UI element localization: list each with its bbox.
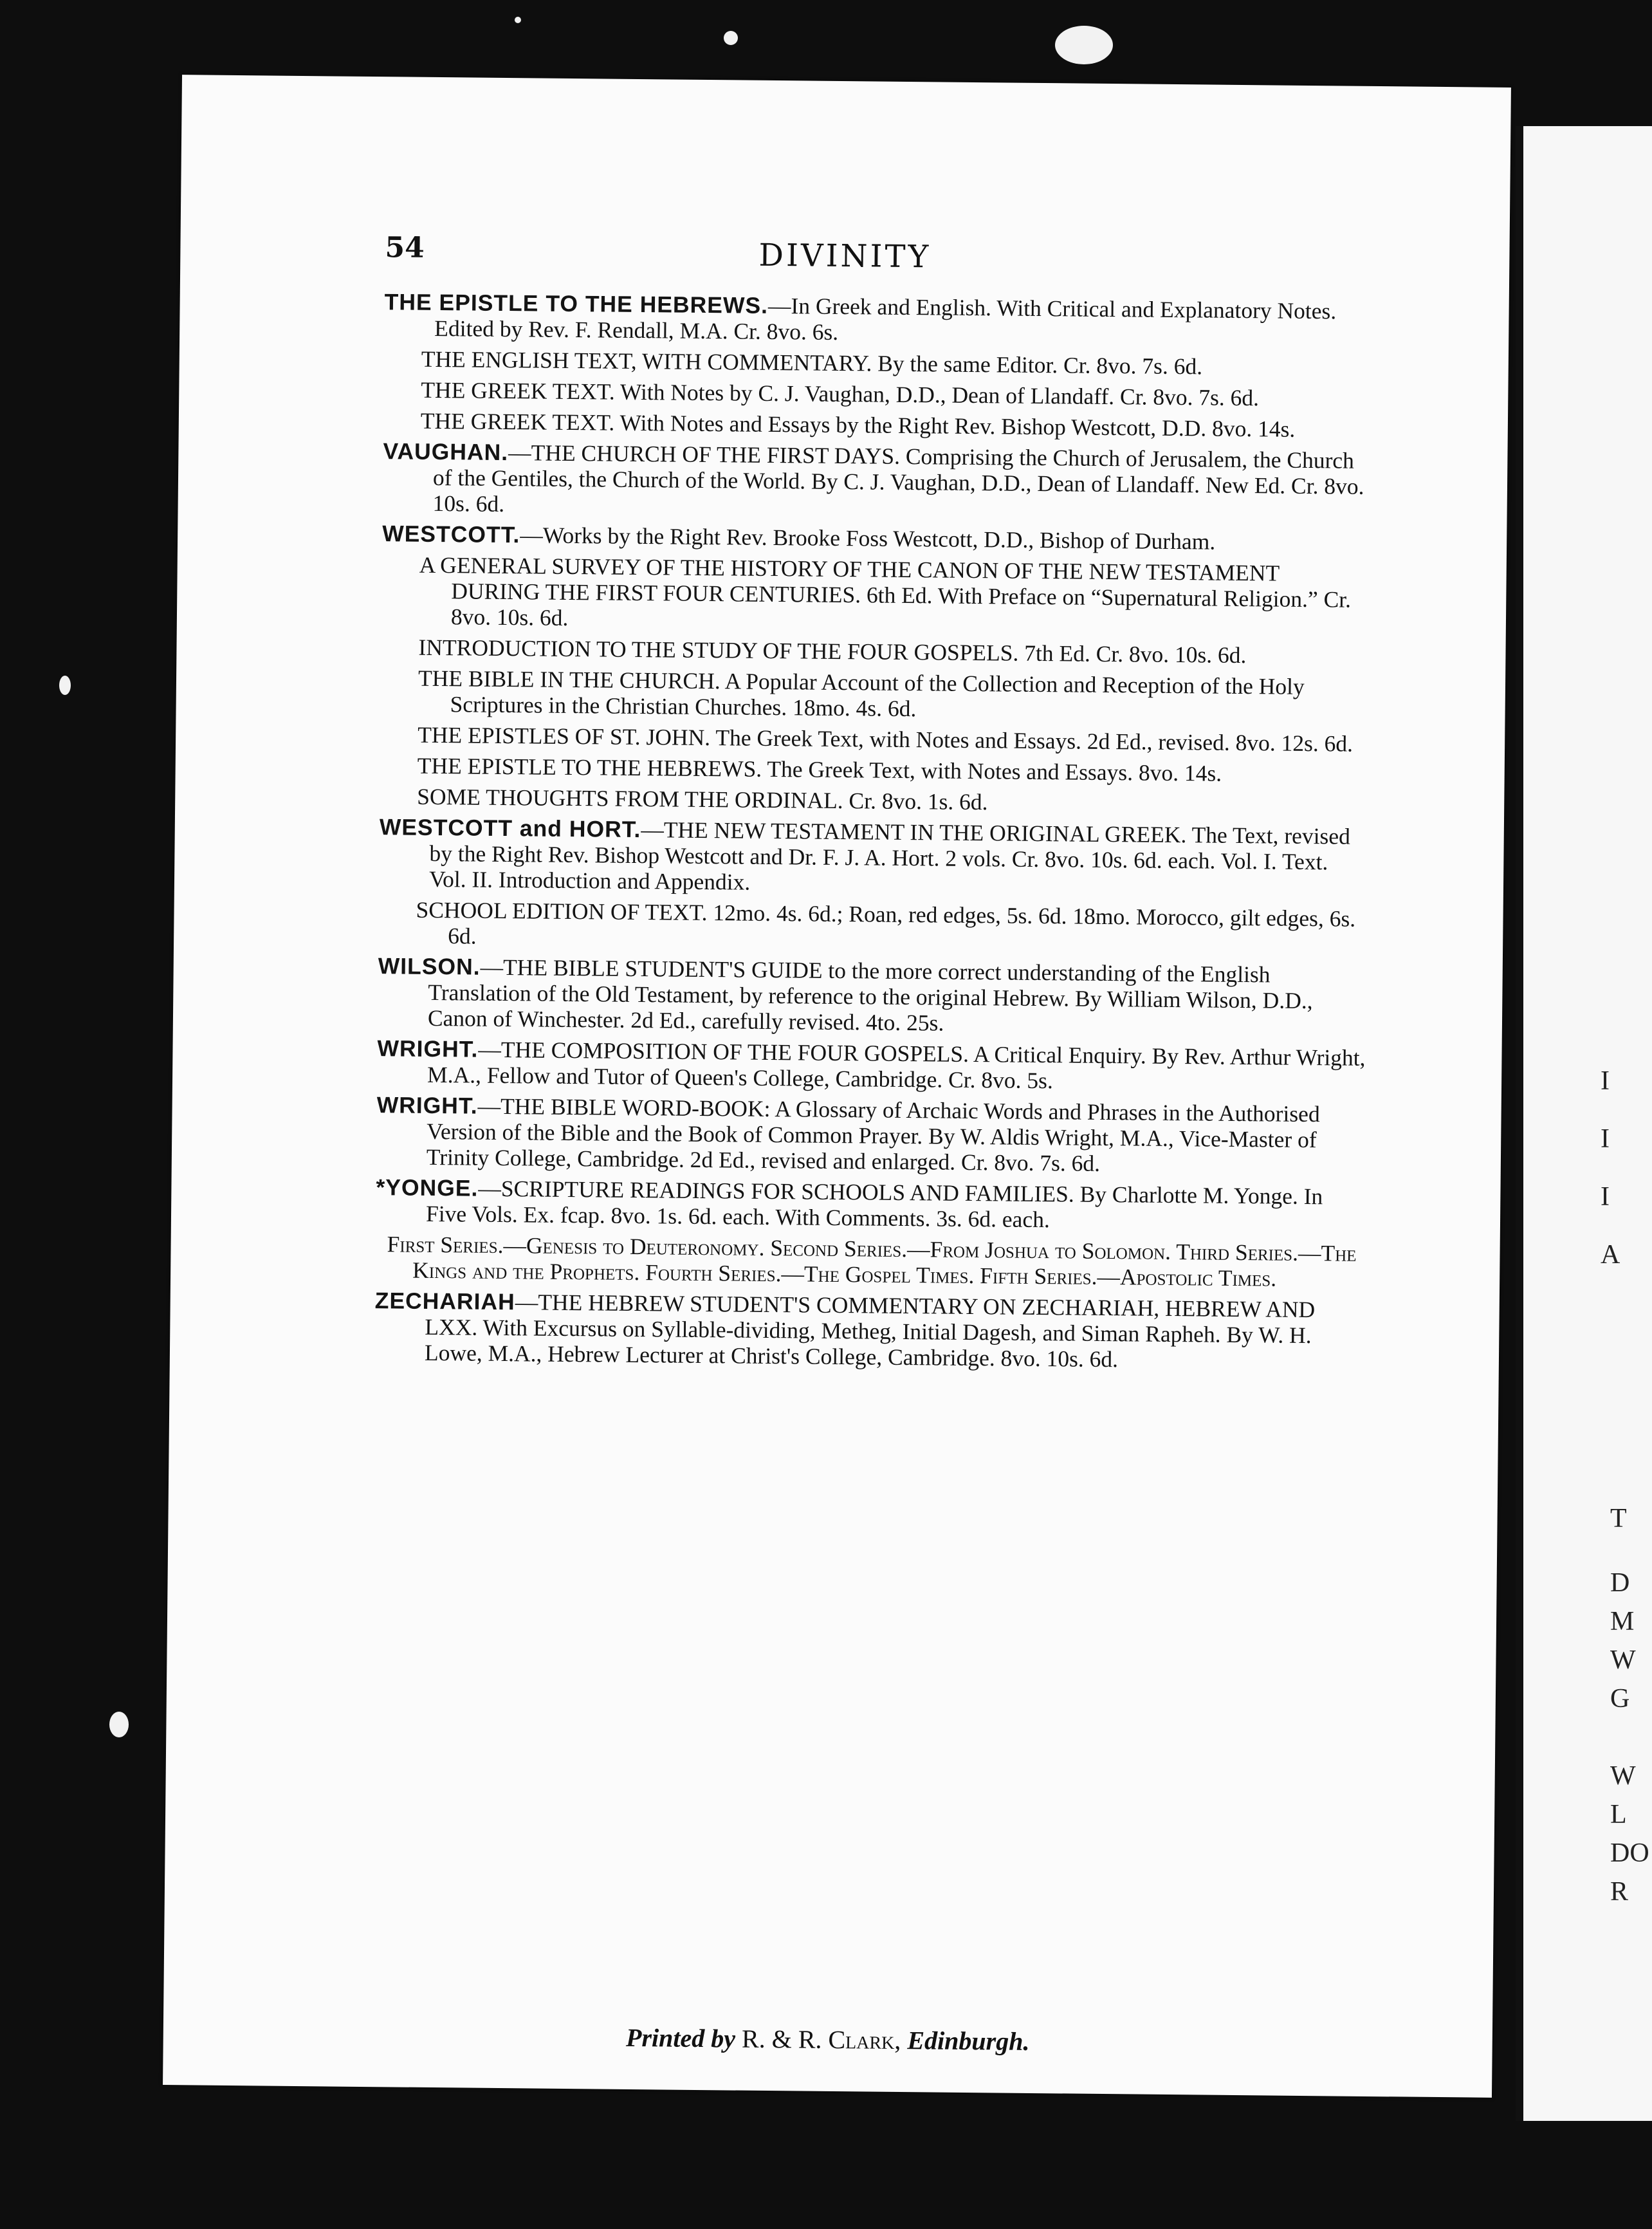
entry-text: —Works by the Right Rev. Brooke Foss Westcott, D.D., Bishop of Durham. — [520, 522, 1216, 555]
running-head: DIVINITY — [758, 237, 932, 275]
entry-text: —THE CHURCH OF THE FIRST DAYS. Comprising the Church of Jerusalem, the Church of the Gentiles, the Church of the World. By C. J. Vaughan, D.D., Dean of Llandaff. New Ed. Cr. 8vo. 10s. 6d. — [432, 439, 1364, 517]
catalogue-entry — [403, 346, 1375, 380]
catalogue-entry — [377, 1035, 1368, 1096]
entry-text: First Series.—Genesis to Deuteronomy. Second Series.—From Joshua to Solomon. Third Series.—The Kings and the Prophets. Fourth Series.—The Gospel Times. Fifth Series.—Apostolic Times. — [387, 1231, 1357, 1291]
catalogue-entry — [382, 438, 1373, 525]
entry-text: —SCRIPTURE READINGS FOR SCHOOLS AND FAMILIES. By Charlotte M. Yonge. In Five Vols. Ex. fcap. 8vo. 1s. 6d. each. With Comments. 3s. 6d. each. — [425, 1175, 1323, 1233]
entry-text: THE EPISTLES OF ST. JOHN. The Greek Text, with Notes and Essays. 2d Ed., revised. 8vo. 12s. 6d. — [418, 721, 1354, 757]
catalogue-entry — [398, 896, 1370, 957]
edge-letter: DO — [1610, 1838, 1649, 1868]
catalogue-entry — [399, 783, 1370, 818]
scan-dust — [724, 31, 738, 45]
entry-text: THE BIBLE IN THE CHURCH. A Popular Account of the Collection and Reception of the Holy Scriptures in the Christian Churches. 18mo. 4s. 6d. — [418, 665, 1305, 722]
scan-dust — [109, 1712, 129, 1737]
catalogue-entry — [384, 289, 1375, 350]
imprint-printed-by: Printed by — [625, 2022, 736, 2053]
entry-heading: THE EPISTLE TO THE HEBREWS. — [384, 289, 769, 319]
entry-heading: WRIGHT. — [376, 1092, 478, 1119]
entry-text: —THE BIBLE STUDENT'S GUIDE to the more correct understanding of the English Translation of the Old Testament, by reference to the original Hebrew. By William Wilson, D.D., Canon of Winchester. 2d Ed., carefully revised. 4to. 25s. — [427, 954, 1313, 1036]
edge-letter: I — [1601, 1182, 1610, 1212]
entry-text: —THE NEW TESTAMENT IN THE ORIGINAL GREEK. The Text, revised by the Right Rev. Bishop Westcott and Dr. F. J. A. Hort. 2 vols. Cr. 8vo. 10s. 6d. each. Vol. I. Text. Vol. II. Introduction and Appendix. — [428, 817, 1351, 895]
catalogue-entry — [374, 1288, 1366, 1374]
catalogue-entry — [401, 551, 1373, 638]
catalogue-entry — [376, 1092, 1368, 1179]
entry-text: —In Greek and English. With Critical and Explanatory Notes. Edited by Rev. F. Rendall, M.A. Cr. 8vo. 6s. — [434, 292, 1337, 345]
imprint-printer: R. & R. Clark, — [741, 2024, 901, 2055]
entry-heading: ZECHARIAH — [374, 1288, 516, 1315]
entry-heading: WRIGHT. — [377, 1035, 479, 1062]
edge-letter: A — [1601, 1240, 1620, 1270]
entry-text: SOME THOUGHTS FROM THE ORDINAL. Cr. 8vo. 1s. 6d. — [417, 783, 988, 815]
page-number: 54 — [385, 231, 425, 264]
scan-dust — [59, 676, 71, 695]
catalogue-entry — [399, 752, 1371, 787]
edge-letter: I — [1601, 1124, 1610, 1154]
adjacent-page-edge — [1516, 126, 1652, 2121]
book-page — [163, 75, 1511, 2098]
edge-letter: M — [1610, 1607, 1635, 1636]
entry-text: —THE HEBREW STUDENT'S COMMENTARY ON ZECHARIAH, HEBREW AND LXX. With Excursus on Syllable-dividing, Metheg, Initial Dagesh, and Siman Rapheh. By W. H. Lowe, M.A., Hebrew Lecturer at Christ's College, Cambridge. 8vo. 10s. 6d. — [424, 1289, 1316, 1373]
entry-text: —THE BIBLE WORD-BOOK: A Glossary of Archaic Words and Phrases in the Authorised Version of the Bible and the Book of Common Prayer. By W. Aldis Wright, M.A., Vice-Master of Trinity College, Cambridge. 2d Ed., revised and enlarged. Cr. 8vo. 7s. 6d. — [426, 1093, 1320, 1176]
catalogue-entry — [382, 521, 1373, 556]
edge-letter: G — [1610, 1684, 1630, 1714]
entry-heading: VAUGHAN. — [383, 438, 509, 466]
entry-text: THE ENGLISH TEXT, WITH COMMENTARY. By the same Editor. Cr. 8vo. 7s. 6d. — [421, 346, 1203, 380]
entry-text: INTRODUCTION TO THE STUDY OF THE FOUR GOSPELS. 7th Ed. Cr. 8vo. 10s. 6d. — [418, 634, 1247, 669]
edge-letter: I — [1601, 1066, 1610, 1096]
scan-dust — [1055, 26, 1113, 64]
edge-letter: W — [1610, 1645, 1636, 1675]
edge-letter: T — [1610, 1504, 1627, 1533]
entry-text: SCHOOL EDITION OF TEXT. 12mo. 4s. 6d.; Roan, red edges, 5s. 6d. 18mo. Morocco, gilt edges, 6s. 6d. — [416, 896, 1356, 949]
catalogue-entry — [403, 376, 1374, 411]
edge-letter: W — [1610, 1761, 1636, 1791]
edge-letter: R — [1610, 1877, 1629, 1907]
entry-text: A GENERAL SURVEY OF THE HISTORY OF THE CANON OF THE NEW TESTAMENT DURING THE FIRST FOUR CENTURIES. 6th Ed. With Preface on “Supernatural Religion.” Cr. 8vo. 10s. 6d. — [419, 551, 1352, 631]
entry-text: —THE COMPOSITION OF THE FOUR GOSPELS. A Critical Enquiry. By Rev. Arthur Wright, M.A., Fellow and Tutor of Queen's College, Cambridge. Cr. 8vo. 5s. — [427, 1036, 1366, 1094]
entry-text: THE EPISTLE TO THE HEBREWS. The Greek Text, with Notes and Essays. 8vo. 14s. — [417, 752, 1222, 786]
entry-text: THE GREEK TEXT. With Notes and Essays by the Right Rev. Bishop Westcott, D.D. 8vo. 14s. — [420, 407, 1296, 442]
entry-heading: *YONGE. — [376, 1174, 479, 1201]
catalogue-entry — [403, 407, 1374, 442]
catalogue-entry — [400, 634, 1372, 669]
entry-heading: WESTCOTT. — [382, 521, 520, 548]
catalogue-entry — [399, 665, 1372, 725]
catalogue-entry — [375, 1231, 1366, 1292]
catalogue-entries — [374, 289, 1375, 1380]
edge-letter: D — [1610, 1568, 1630, 1598]
catalogue-entry — [379, 814, 1370, 901]
imprint-place: Edinburgh. — [907, 2026, 1030, 2056]
catalogue-entry — [378, 953, 1369, 1040]
catalogue-entry — [399, 721, 1371, 756]
scan-dust — [515, 17, 521, 23]
edge-letter: L — [1610, 1800, 1627, 1829]
entry-heading: WESTCOTT and HORT. — [379, 814, 641, 843]
printer-imprint — [163, 2018, 1492, 2061]
entry-heading: WILSON. — [378, 953, 481, 980]
entry-text: THE GREEK TEXT. With Notes by C. J. Vaughan, D.D., Dean of Llandaff. Cr. 8vo. 7s. 6d. — [421, 376, 1260, 411]
catalogue-entry — [376, 1174, 1367, 1235]
